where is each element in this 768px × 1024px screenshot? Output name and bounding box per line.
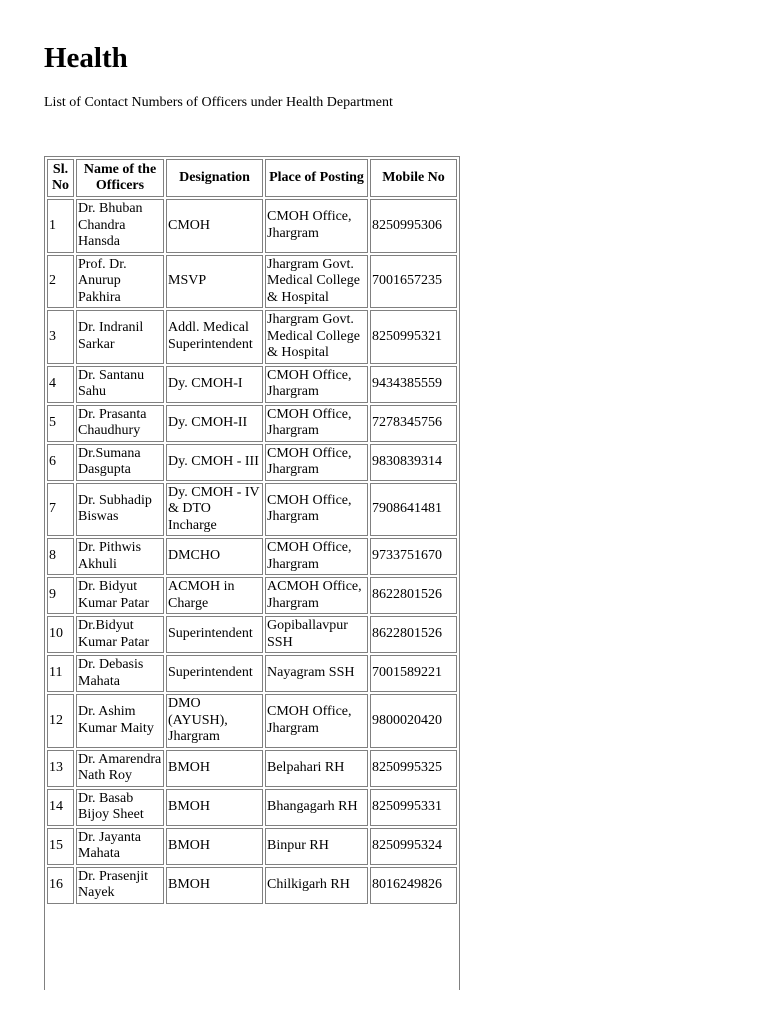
cell-mobile-no: 8016249826	[370, 867, 457, 904]
cell-sl-no: 5	[47, 405, 74, 442]
table-row	[47, 577, 457, 614]
cell-designation: BMOH	[166, 750, 263, 787]
cell-place-of-posting: CMOH Office, Jhargram	[265, 538, 368, 575]
cell-officer-name: Dr. Subhadip Biswas	[76, 483, 164, 537]
cell-mobile-no: 8622801526	[370, 577, 457, 614]
header-place-of-posting: Place of Posting	[265, 159, 368, 197]
cell-designation: DMO (AYUSH), Jhargram	[166, 694, 263, 748]
cell-mobile-no: 8250995325	[370, 750, 457, 787]
cell-place-of-posting: Nayagram SSH	[265, 655, 368, 692]
table-body	[47, 199, 457, 904]
cell-officer-name: Dr. Indranil Sarkar	[76, 310, 164, 364]
header-name: Name of the Officers	[76, 159, 164, 197]
cell-officer-name: Dr. Ashim Kumar Maity	[76, 694, 164, 748]
cell-designation: BMOH	[166, 828, 263, 865]
cell-place-of-posting: CMOH Office, Jhargram	[265, 366, 368, 403]
cell-place-of-posting: CMOH Office, Jhargram	[265, 199, 368, 253]
cell-mobile-no: 9830839314	[370, 444, 457, 481]
table-row	[47, 255, 457, 309]
cell-officer-name: Dr. Basab Bijoy Sheet	[76, 789, 164, 826]
table-row	[47, 694, 457, 748]
cell-officer-name: Dr.Bidyut Kumar Patar	[76, 616, 164, 653]
table-row	[47, 310, 457, 364]
cell-sl-no: 9	[47, 577, 74, 614]
cell-sl-no: 12	[47, 694, 74, 748]
cell-mobile-no: 9733751670	[370, 538, 457, 575]
cell-place-of-posting: Jhargram Govt. Medical College & Hospital	[265, 310, 368, 364]
officers-table-container	[44, 156, 460, 990]
cell-designation: Dy. CMOH - III	[166, 444, 263, 481]
table-row	[47, 199, 457, 253]
header-mobile-no: Mobile No	[370, 159, 457, 197]
table-row	[47, 828, 457, 865]
cell-mobile-no: 9434385559	[370, 366, 457, 403]
cell-officer-name: Dr. Bhuban Chandra Hansda	[76, 199, 164, 253]
cell-officer-name: Dr.Sumana Dasgupta	[76, 444, 164, 481]
page-title: Health	[44, 42, 128, 74]
cell-mobile-no: 7908641481	[370, 483, 457, 537]
officers-table	[45, 157, 459, 906]
cell-mobile-no: 8250995306	[370, 199, 457, 253]
cell-sl-no: 13	[47, 750, 74, 787]
cell-officer-name: Prof. Dr. Anurup Pakhira	[76, 255, 164, 309]
cell-place-of-posting: Belpahari RH	[265, 750, 368, 787]
cell-sl-no: 4	[47, 366, 74, 403]
table-row	[47, 444, 457, 481]
cell-officer-name: Dr. Prasanta Chaudhury	[76, 405, 164, 442]
cell-designation: BMOH	[166, 789, 263, 826]
cell-officer-name: Dr. Jayanta Mahata	[76, 828, 164, 865]
page-subtitle: List of Contact Numbers of Officers under Health Department	[44, 95, 393, 110]
cell-mobile-no: 8250995324	[370, 828, 457, 865]
cell-place-of-posting: CMOH Office, Jhargram	[265, 444, 368, 481]
cell-mobile-no: 7278345756	[370, 405, 457, 442]
cell-place-of-posting: Gopiballavpur SSH	[265, 616, 368, 653]
cell-mobile-no: 7001589221	[370, 655, 457, 692]
cell-sl-no: 2	[47, 255, 74, 309]
cell-sl-no: 10	[47, 616, 74, 653]
cell-designation: MSVP	[166, 255, 263, 309]
cell-designation: Dy. CMOH - IV & DTO Incharge	[166, 483, 263, 537]
cell-officer-name: Dr. Prasenjit Nayek	[76, 867, 164, 904]
cell-sl-no: 15	[47, 828, 74, 865]
cell-designation: Dy. CMOH-I	[166, 366, 263, 403]
cell-place-of-posting: Chilkigarh RH	[265, 867, 368, 904]
cell-place-of-posting: CMOH Office, Jhargram	[265, 694, 368, 748]
cell-officer-name: Dr. Pithwis Akhuli	[76, 538, 164, 575]
cell-place-of-posting: CMOH Office, Jhargram	[265, 483, 368, 537]
cell-designation: Superintendent	[166, 655, 263, 692]
cell-sl-no: 16	[47, 867, 74, 904]
cell-mobile-no: 9800020420	[370, 694, 457, 748]
cell-sl-no: 11	[47, 655, 74, 692]
cell-sl-no: 6	[47, 444, 74, 481]
table-row	[47, 405, 457, 442]
cell-place-of-posting: Jhargram Govt. Medical College & Hospital	[265, 255, 368, 309]
cell-officer-name: Dr. Amarendra Nath Roy	[76, 750, 164, 787]
cell-designation: BMOH	[166, 867, 263, 904]
cell-officer-name: Dr. Santanu Sahu	[76, 366, 164, 403]
table-header-row	[47, 159, 457, 197]
cell-designation: Dy. CMOH-II	[166, 405, 263, 442]
header-sl-no: Sl. No	[47, 159, 74, 197]
table-row	[47, 867, 457, 904]
cell-sl-no: 8	[47, 538, 74, 575]
cell-designation: ACMOH in Charge	[166, 577, 263, 614]
cell-sl-no: 3	[47, 310, 74, 364]
table-row	[47, 616, 457, 653]
cell-place-of-posting: Bhangagarh RH	[265, 789, 368, 826]
cell-officer-name: Dr. Debasis Mahata	[76, 655, 164, 692]
cell-designation: Addl. Medical Superintendent	[166, 310, 263, 364]
header-designation: Designation	[166, 159, 263, 197]
table-row	[47, 483, 457, 537]
cell-place-of-posting: CMOH Office, Jhargram	[265, 405, 368, 442]
cell-sl-no: 1	[47, 199, 74, 253]
table-row	[47, 789, 457, 826]
table-row	[47, 366, 457, 403]
cell-place-of-posting: Binpur RH	[265, 828, 368, 865]
cell-mobile-no: 8622801526	[370, 616, 457, 653]
cell-designation: Superintendent	[166, 616, 263, 653]
cell-sl-no: 14	[47, 789, 74, 826]
cell-officer-name: Dr. Bidyut Kumar Patar	[76, 577, 164, 614]
cell-mobile-no: 8250995331	[370, 789, 457, 826]
cell-designation: CMOH	[166, 199, 263, 253]
cell-mobile-no: 7001657235	[370, 255, 457, 309]
table-row	[47, 655, 457, 692]
table-row	[47, 750, 457, 787]
cell-sl-no: 7	[47, 483, 74, 537]
cell-designation: DMCHO	[166, 538, 263, 575]
cell-place-of-posting: ACMOH Office, Jhargram	[265, 577, 368, 614]
table-row	[47, 538, 457, 575]
cell-mobile-no: 8250995321	[370, 310, 457, 364]
